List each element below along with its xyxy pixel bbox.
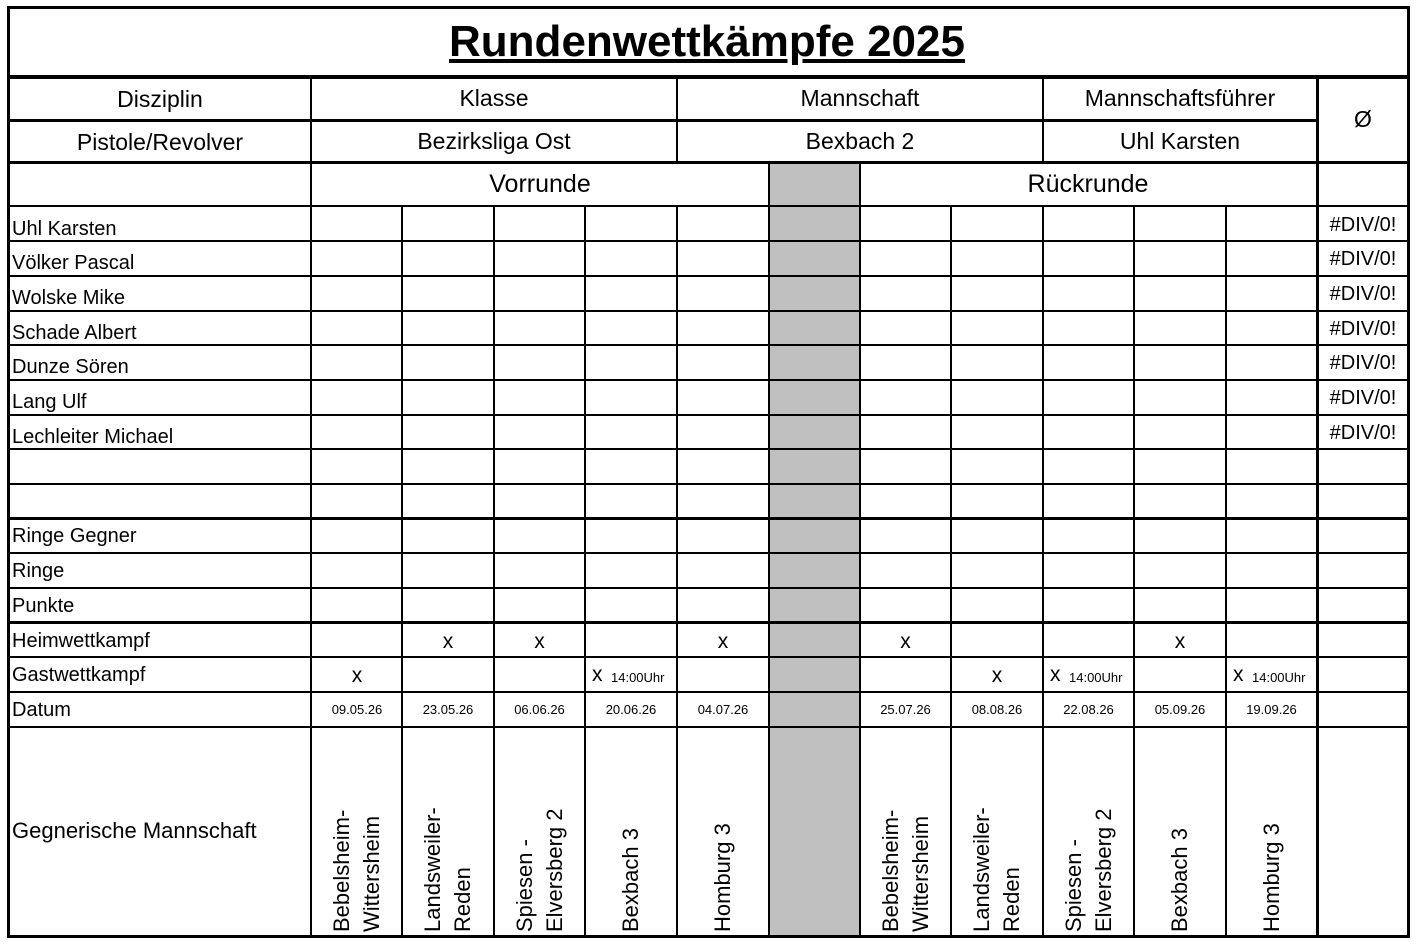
shooter-name[interactable]: Schade Albert	[12, 322, 137, 344]
mannschaft-label: Mannschaft	[800, 85, 920, 111]
heim-mark[interactable]: x	[1174, 630, 1186, 653]
gast-mark[interactable]: x	[351, 664, 363, 687]
opponent-team: Elversberg 2	[1091, 808, 1116, 932]
opponent-team: Bebelsheim-	[878, 809, 903, 932]
gast-mark[interactable]: x	[991, 664, 1003, 687]
opponent-team: Bebelsheim-	[329, 809, 354, 932]
shooter-name[interactable]: Völker Pascal	[12, 252, 135, 274]
opponent-team: Elversberg 2	[542, 808, 567, 932]
match-date[interactable]: 25.07.26	[880, 702, 931, 717]
grid-line	[9, 414, 1409, 416]
grid-line	[9, 240, 1409, 242]
grid-line	[9, 275, 1409, 277]
grid-line	[950, 207, 952, 936]
shooter-average: #DIV/0!	[1329, 248, 1397, 270]
opponent-team: Bexbach 3	[618, 828, 643, 932]
grid-line	[9, 448, 1409, 450]
opponent-team: Bexbach 3	[1167, 828, 1192, 932]
grid-line	[401, 207, 403, 936]
grid-line	[768, 164, 770, 936]
opponent-team: Landsweiler-	[420, 807, 445, 932]
grid-line	[1042, 79, 1044, 164]
gastwettkampf-label: Gastwettkampf	[12, 664, 146, 686]
shooter-name[interactable]: Wolske Mike	[12, 287, 125, 309]
gegner-label: Gegnerische Mannschaft	[12, 818, 257, 843]
grid-line	[9, 726, 1409, 728]
grid-line	[9, 205, 1409, 207]
heim-mark[interactable]: x	[442, 630, 454, 653]
heimwettkampf-label: Heimwettkampf	[12, 630, 150, 652]
disziplin-value[interactable]: Pistole/Revolver	[76, 129, 244, 155]
opponent-team: Spiesen -	[1061, 839, 1086, 932]
mannschaft-value[interactable]: Bexbach 2	[805, 128, 915, 154]
shooter-average: #DIV/0!	[1329, 387, 1397, 409]
shooter-average: #DIV/0!	[1329, 318, 1397, 340]
match-date[interactable]: 23.05.26	[422, 702, 474, 717]
grid-line	[9, 621, 1409, 624]
gast-time: 14:00Uhr	[1069, 670, 1123, 685]
grid-line	[9, 161, 1409, 164]
grid-line	[7, 6, 1410, 9]
grid-line	[1133, 207, 1135, 936]
shooter-average: #DIV/0!	[1329, 422, 1397, 444]
grid-line	[859, 164, 861, 936]
grid-line	[9, 587, 1409, 589]
ringe-label: Ringe	[12, 560, 65, 582]
disziplin-label: Disziplin	[117, 86, 203, 112]
gast-time: 14:00Uhr	[1252, 670, 1306, 685]
grid-line	[584, 207, 586, 936]
match-date[interactable]: 22.08.26	[1063, 702, 1114, 717]
grid-line	[9, 656, 1409, 658]
grid-line	[9, 379, 1409, 381]
grid-line	[9, 483, 1409, 485]
fuehrer-label: Mannschaftsführer	[1084, 85, 1276, 111]
gast-time: 14:00Uhr	[611, 670, 665, 685]
heim-mark[interactable]: x	[717, 630, 729, 653]
match-date[interactable]: 19.09.26	[1246, 702, 1297, 717]
vorrunde-label: Vorrunde	[489, 170, 591, 198]
match-date[interactable]: 20.06.26	[605, 702, 657, 717]
datum-label: Datum	[12, 699, 71, 721]
shooter-name[interactable]: Dunze Sören	[12, 356, 129, 378]
grid-line	[7, 75, 1410, 79]
grid-line	[1316, 164, 1319, 936]
gast-mark[interactable]: x	[1233, 663, 1244, 686]
klasse-value[interactable]: Bezirksliga Ost	[417, 128, 571, 154]
rueckrunde-label: Rückrunde	[1027, 170, 1149, 198]
grid-line	[676, 207, 678, 936]
grid-line	[1042, 207, 1044, 936]
shooter-name[interactable]: Lechleiter Michael	[12, 426, 174, 448]
grid-line	[310, 164, 312, 936]
grid-line	[1407, 6, 1410, 938]
opponent-team: Landsweiler-	[969, 807, 994, 932]
grid-line	[9, 344, 1409, 346]
round-divider-column	[769, 164, 859, 936]
grid-line	[9, 691, 1409, 693]
grid-line	[676, 79, 678, 164]
gast-mark[interactable]: x	[592, 663, 603, 686]
heim-mark[interactable]: x	[900, 630, 911, 653]
klasse-label: Klasse	[459, 85, 529, 111]
shooter-name[interactable]: Lang Ulf	[12, 391, 87, 413]
grid-line	[9, 310, 1409, 312]
shooter-average: #DIV/0!	[1329, 283, 1397, 305]
punkte-label: Punkte	[12, 595, 75, 617]
opponent-team: Wittersheim	[359, 815, 384, 932]
match-date[interactable]: 09.05.26	[331, 702, 383, 717]
average-label: Ø	[1354, 106, 1372, 132]
grid-line	[7, 6, 10, 938]
gast-mark[interactable]: x	[1050, 663, 1061, 686]
match-date[interactable]: 05.09.26	[1154, 702, 1206, 717]
shooter-average: #DIV/0!	[1329, 352, 1397, 374]
shooter-name[interactable]: Uhl Karsten	[12, 218, 117, 240]
heim-mark[interactable]: x	[534, 630, 545, 653]
opponent-team: Reden	[999, 867, 1024, 932]
grid-line	[1316, 79, 1319, 164]
opponent-team: Homburg 3	[710, 823, 735, 932]
opponent-team: Reden	[450, 867, 475, 932]
grid-line	[7, 935, 1410, 938]
fuehrer-value[interactable]: Uhl Karsten	[1119, 128, 1241, 154]
match-date[interactable]: 06.06.26	[514, 702, 565, 717]
grid-line	[9, 119, 1317, 122]
page-title: Rundenwettkämpfe 2025	[449, 17, 965, 66]
grid-line	[9, 552, 1409, 554]
opponent-team: Spiesen -	[512, 839, 537, 932]
match-date[interactable]: 04.07.26	[697, 702, 749, 717]
grid-line	[9, 517, 1409, 520]
opponent-team: Homburg 3	[1259, 823, 1284, 932]
match-date[interactable]: 08.08.26	[971, 702, 1023, 717]
ringe-gegner-label: Ringe Gegner	[12, 525, 137, 547]
shooter-average: #DIV/0!	[1329, 214, 1397, 236]
grid-line	[310, 79, 312, 164]
grid-line	[1225, 207, 1227, 936]
opponent-team: Wittersheim	[908, 815, 933, 932]
grid-line	[493, 207, 495, 936]
